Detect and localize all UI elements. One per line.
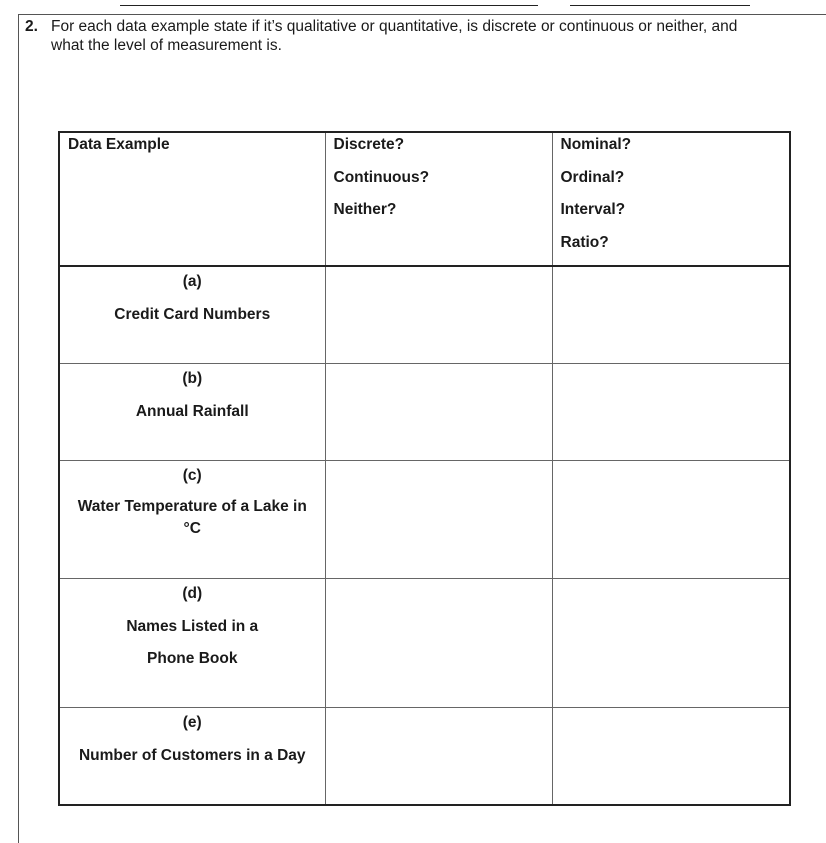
level-answer-cell[interactable] xyxy=(552,364,790,461)
header-data-example xyxy=(59,132,325,266)
level-answer-cell[interactable] xyxy=(552,266,790,364)
data-table xyxy=(58,131,791,806)
example-letter: (d) xyxy=(182,585,203,602)
level-answer-cell[interactable] xyxy=(552,579,790,708)
header-option: Continuous? xyxy=(333,168,430,186)
discrete-continuous-answer-cell[interactable] xyxy=(325,708,552,806)
question-text xyxy=(25,17,815,55)
discrete-continuous-answer-cell[interactable] xyxy=(325,461,552,579)
table-row xyxy=(59,461,790,579)
table-row xyxy=(59,266,790,364)
question-number: 2. xyxy=(25,18,38,35)
header-option: Discrete? xyxy=(333,136,405,153)
data-example-cell xyxy=(59,708,325,806)
example-name-line-2: Phone Book xyxy=(147,650,238,667)
question-line-2: what the level of measurement is. xyxy=(51,37,282,54)
table-row xyxy=(59,364,790,461)
header-discrete-continuous xyxy=(325,132,552,266)
discrete-continuous-answer-cell[interactable] xyxy=(325,579,552,708)
example-letter: (e) xyxy=(182,714,202,731)
table-row xyxy=(59,708,790,806)
header-label: Data Example xyxy=(68,136,170,153)
header-level-of-measurement xyxy=(552,132,790,266)
header-option: Interval? xyxy=(560,201,626,218)
header-option: Ordinal? xyxy=(560,168,625,186)
example-name: Credit Card Numbers xyxy=(114,306,271,323)
example-letter: (c) xyxy=(182,467,202,484)
date-underline xyxy=(570,5,750,6)
header-option: Nominal? xyxy=(560,136,632,153)
header-option: Neither? xyxy=(333,201,397,218)
question-line-1 xyxy=(25,17,815,36)
data-example-cell xyxy=(59,266,325,364)
discrete-continuous-answer-cell[interactable] xyxy=(325,266,552,364)
table-row xyxy=(59,579,790,708)
level-answer-cell[interactable] xyxy=(552,708,790,806)
example-name: Water Temperature of a Lake in °C xyxy=(77,498,307,537)
example-letter: (b) xyxy=(182,370,203,387)
name-underline xyxy=(120,5,538,6)
data-example-cell xyxy=(59,364,325,461)
discrete-continuous-answer-cell[interactable] xyxy=(325,364,552,461)
example-letter: (a) xyxy=(182,273,202,290)
data-example-cell xyxy=(59,579,325,708)
table-header-row xyxy=(59,132,790,266)
example-name: Annual Rainfall xyxy=(135,403,249,420)
question-line-1-text: For each data example state if it’s qualitative or quantitative, is discrete or continuous or neither, and xyxy=(51,18,738,35)
example-name: Names Listed in a xyxy=(126,618,259,635)
example-name: Number of Customers in a Day xyxy=(78,747,306,764)
level-answer-cell[interactable] xyxy=(552,461,790,579)
header-option: Ratio? xyxy=(560,233,609,251)
data-example-cell xyxy=(59,461,325,579)
